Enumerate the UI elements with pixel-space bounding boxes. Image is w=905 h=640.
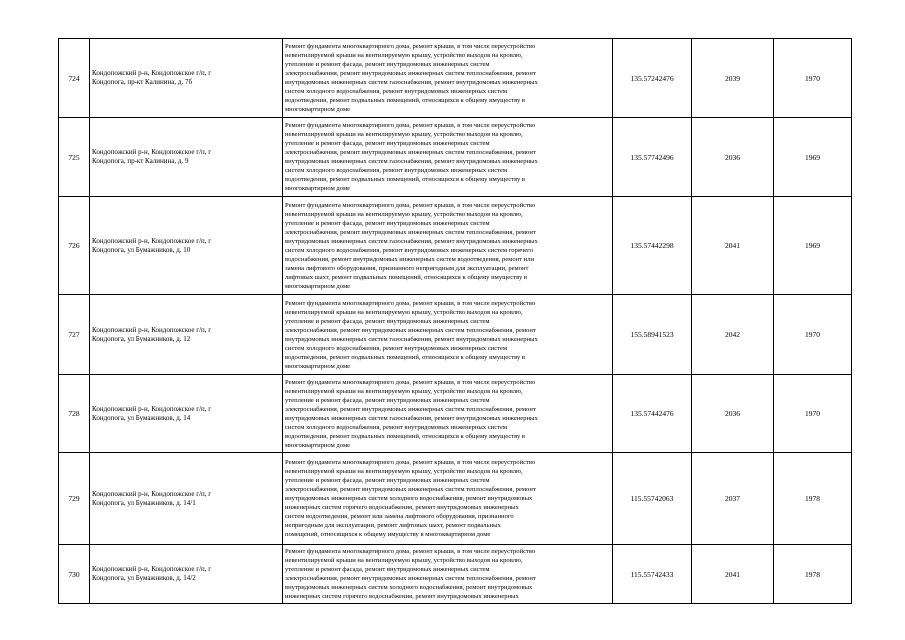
works-line: инженерных систем горячего водоснабжения, ремонт внутридомовых инженерных	[285, 593, 519, 600]
row-number: 726	[59, 197, 90, 295]
works-line: электроснабжения, ремонт внутридомовых инженерных систем теплоснабжения, ремонт	[285, 405, 536, 413]
works-line: многоквартирном доме	[285, 441, 351, 449]
works-line: утепление и ремонт фасада, ремонт внутридомовых инженерных систем	[285, 61, 490, 68]
cost-cell: 135.57742496	[613, 118, 692, 197]
row-number: 730	[59, 545, 90, 604]
works-line: внутридомовых инженерных систем газоснабжения, ремонт внутридомовых инженерных	[285, 335, 538, 343]
address-line: Кондопога, ул Бумажников, д. 14/1	[92, 498, 196, 507]
works-line: невентилируемой крыши на вентилируемую крышу, устройство выходов на кровлю,	[285, 468, 523, 475]
address-cell	[90, 39, 283, 118]
address-line: Кондопога, ул Бумажников, д. 12	[92, 334, 191, 343]
works-line: Ремонт фундамента многоквартирного дома, ремонт крыши, в том числе переустройство	[285, 299, 536, 307]
works-line: электроснабжения, ремонт внутридомовых инженерных систем теплоснабжения, ремонт	[285, 326, 536, 334]
works-line: многоквартирном доме	[285, 185, 351, 192]
built-year-cell: 1969	[774, 197, 852, 295]
works-line: утепление и ремонт фасада, ремонт внутридомовых инженерных систем	[285, 317, 490, 325]
works-line: систем холодного водоснабжения, ремонт внутридомовых инженерных систем	[285, 167, 508, 174]
works-line: Ремонт фундамента многоквартирного дома, ремонт крыши, в том числе переустройство	[285, 201, 536, 209]
address-line: Кондопожский р-н, Кондопожское г/п, г	[92, 489, 212, 498]
works-line: Ремонт фундамента многоквартирного дома, ремонт крыши, в том числе переустройство	[285, 548, 536, 555]
works-line: электроснабжения, ремонт внутридомовых инженерных систем теплоснабжения, ремонт	[285, 575, 536, 582]
table-row	[59, 545, 852, 604]
works-line: Ремонт фундамента многоквартирного дома, ремонт крыши, в том числе переустройство	[285, 459, 536, 466]
table-row	[59, 295, 852, 375]
works-line: электроснабжения, ремонт внутридомовых инженерных систем теплоснабжения, ремонт	[285, 70, 536, 77]
cost-cell: 115.55742063	[613, 453, 692, 545]
address-cell	[90, 295, 283, 375]
address-line: Кондопога, ул Бумажников, д. 10	[92, 245, 191, 254]
row-number: 725	[59, 118, 90, 197]
address-line: Кондопожский р-н, Кондопожское г/п, г	[92, 404, 212, 413]
table-row	[59, 39, 852, 118]
cost-cell: 135.57242476	[613, 39, 692, 118]
works-line: утепление и ремонт фасада, ремонт внутридомовых инженерных систем	[285, 219, 490, 227]
works-line: невентилируемой крыши на вентилируемую крышу, устройство выходов на кровлю,	[285, 308, 523, 316]
works-cell	[283, 295, 613, 375]
cost-cell: 115.55742433	[613, 545, 692, 604]
planned-year-cell: 2041	[692, 197, 774, 295]
works-cell	[283, 197, 613, 295]
works-line: систем холодного водоснабжения, ремонт внутридомовых инженерных систем горячего	[285, 246, 534, 254]
works-line: непригодным для эксплуатации, ремонт лифтовых шахт, ремонт подвальных	[285, 522, 501, 529]
address-cell	[90, 375, 283, 453]
works-line: многоквартирном доме	[285, 106, 351, 113]
works-line: невентилируемой крыши на вентилируемую крышу, устройство выходов на кровлю,	[285, 557, 523, 564]
address-line: Кондопожский р-н, Кондопожское г/п, г	[92, 325, 212, 334]
built-year-cell: 1978	[774, 453, 852, 545]
works-line: систем холодного водоснабжения, ремонт внутридомовых инженерных систем	[285, 88, 508, 95]
address-line: Кондопога, пр-кт Калинина, д. 9	[92, 157, 189, 165]
works-line: замена лифтового оборудования, признанного непригодным для эксплуатации, ремонт	[285, 264, 529, 272]
built-year-cell: 1978	[774, 545, 852, 604]
built-year-cell: 1969	[774, 118, 852, 197]
works-line: систем холодного водоснабжения, ремонт внутридомовых инженерных систем	[285, 423, 508, 431]
works-line: электроснабжения, ремонт внутридомовых инженерных систем теплоснабжения, ремонт	[285, 486, 536, 493]
works-line: внутридомовых инженерных систем холодного водоснабжения, ремонт внутридомовых	[285, 495, 533, 502]
works-line: внутридомовых инженерных систем холодного водоснабжения, ремонт внутридомовых	[285, 584, 533, 591]
works-line: внутридомовых инженерных систем газоснабжения, ремонт внутридомовых инженерных	[285, 237, 538, 245]
works-cell	[283, 375, 613, 453]
works-line: невентилируемой крыши на вентилируемую крышу, устройство выходов на кровлю,	[285, 131, 523, 138]
row-number: 724	[59, 39, 90, 118]
built-year-cell: 1970	[774, 295, 852, 375]
planned-year-cell: 2037	[692, 453, 774, 545]
works-line: Ремонт фундамента многоквартирного дома, ремонт крыши, в том числе переустройство	[285, 43, 536, 50]
address-line: Кондопожский р-н, Кондопожское г/п, г	[92, 69, 212, 77]
row-number: 729	[59, 453, 90, 545]
address-cell	[90, 453, 283, 545]
table-row	[59, 453, 852, 545]
address-cell	[90, 545, 283, 604]
planned-year-cell: 2041	[692, 545, 774, 604]
row-number: 728	[59, 375, 90, 453]
works-line: систем водоотведения, ремонт или замена лифтового оборудования, признанного	[285, 513, 514, 520]
works-line: невентилируемой крыши на вентилируемую крышу, устройство выходов на кровлю,	[285, 387, 523, 395]
works-cell	[283, 453, 613, 545]
address-line: Кондопожский р-н, Кондопожское г/п, г	[92, 565, 212, 573]
works-cell	[283, 118, 613, 197]
works-line: электроснабжения, ремонт внутридомовых инженерных систем теплоснабжения, ремонт	[285, 228, 536, 236]
table-row	[59, 375, 852, 453]
works-line: помещений, относящихся к общему имуществу в многоквартирном доме	[285, 531, 491, 538]
works-line: внутридомовых инженерных систем газоснабжения, ремонт внутридомовых инженерных	[285, 158, 538, 165]
address-cell	[90, 118, 283, 197]
row-number: 727	[59, 295, 90, 375]
works-line: внутридомовых инженерных систем газоснабжения, ремонт внутридомовых инженерных	[285, 414, 538, 422]
planned-year-cell: 2036	[692, 118, 774, 197]
capital-repair-table	[58, 38, 852, 604]
works-line: внутридомовых инженерных систем газоснабжения, ремонт внутридомовых инженерных	[285, 79, 538, 86]
works-line: инженерных систем горячего водоснабжения, ремонт внутридомовых инженерных	[285, 504, 519, 511]
works-line: невентилируемой крыши на вентилируемую крышу, устройство выходов на кровлю,	[285, 52, 523, 59]
address-line: Кондопожский р-н, Кондопожское г/п, г	[92, 236, 212, 245]
works-line: водоотведения, ремонт подвальных помещений, относящихся к общему имуществу в	[285, 97, 526, 104]
cost-cell: 135.57442476	[613, 375, 692, 453]
works-line: лифтовых шахт, ремонт подвальных помещений, относящихся к общему имуществу в	[285, 273, 528, 281]
works-line: утепление и ремонт фасада, ремонт внутридомовых инженерных систем	[285, 140, 490, 147]
planned-year-cell: 2039	[692, 39, 774, 118]
cost-cell: 155.58941523	[613, 295, 692, 375]
table-body	[59, 39, 852, 604]
address-line: Кондопожский р-н, Кондопожское г/п, г	[92, 148, 212, 156]
planned-year-cell: 2042	[692, 295, 774, 375]
works-line: водоотведения, ремонт подвальных помещений, относящихся к общему имуществу в	[285, 176, 526, 183]
address-line: Кондопога, ул Бумажников, д. 14/2	[92, 574, 196, 582]
address-cell	[90, 197, 283, 295]
works-line: Ремонт фундамента многоквартирного дома, ремонт крыши, в том числе переустройство	[285, 378, 536, 386]
works-line: невентилируемой крыши на вентилируемую крышу, устройство выходов на кровлю,	[285, 210, 523, 218]
built-year-cell: 1970	[774, 375, 852, 453]
address-line: Кондопога, пр-кт Калинина, д. 7б	[92, 78, 192, 86]
works-cell	[283, 39, 613, 118]
works-line: утепление и ремонт фасада, ремонт внутридомовых инженерных систем	[285, 396, 490, 404]
address-line: Кондопога, ул Бумажников, д. 14	[92, 413, 191, 422]
table-row	[59, 118, 852, 197]
works-line: утепление и ремонт фасада, ремонт внутридомовых инженерных систем	[285, 477, 490, 484]
built-year-cell: 1970	[774, 39, 852, 118]
table-row	[59, 197, 852, 295]
works-cell	[283, 545, 613, 604]
works-line: многоквартирном доме	[285, 282, 351, 290]
works-line: многоквартирном доме	[285, 362, 351, 370]
works-line: Ремонт фундамента многоквартирного дома, ремонт крыши, в том числе переустройство	[285, 122, 536, 129]
works-line: систем холодного водоснабжения, ремонт внутридомовых инженерных систем	[285, 344, 508, 352]
works-line: водоотведения, ремонт подвальных помещений, относящихся к общему имуществу в	[285, 432, 526, 440]
works-line: водоснабжения, ремонт внутридомовых инженерных систем водоотведения, ремонт или	[285, 255, 535, 263]
cost-cell: 135.57442298	[613, 197, 692, 295]
works-line: электроснабжения, ремонт внутридомовых инженерных систем теплоснабжения, ремонт	[285, 149, 536, 156]
works-line: водоотведения, ремонт подвальных помещений, относящихся к общему имуществу в	[285, 353, 526, 361]
works-line: утепление и ремонт фасада, ремонт внутридомовых инженерных систем	[285, 566, 490, 573]
planned-year-cell: 2036	[692, 375, 774, 453]
